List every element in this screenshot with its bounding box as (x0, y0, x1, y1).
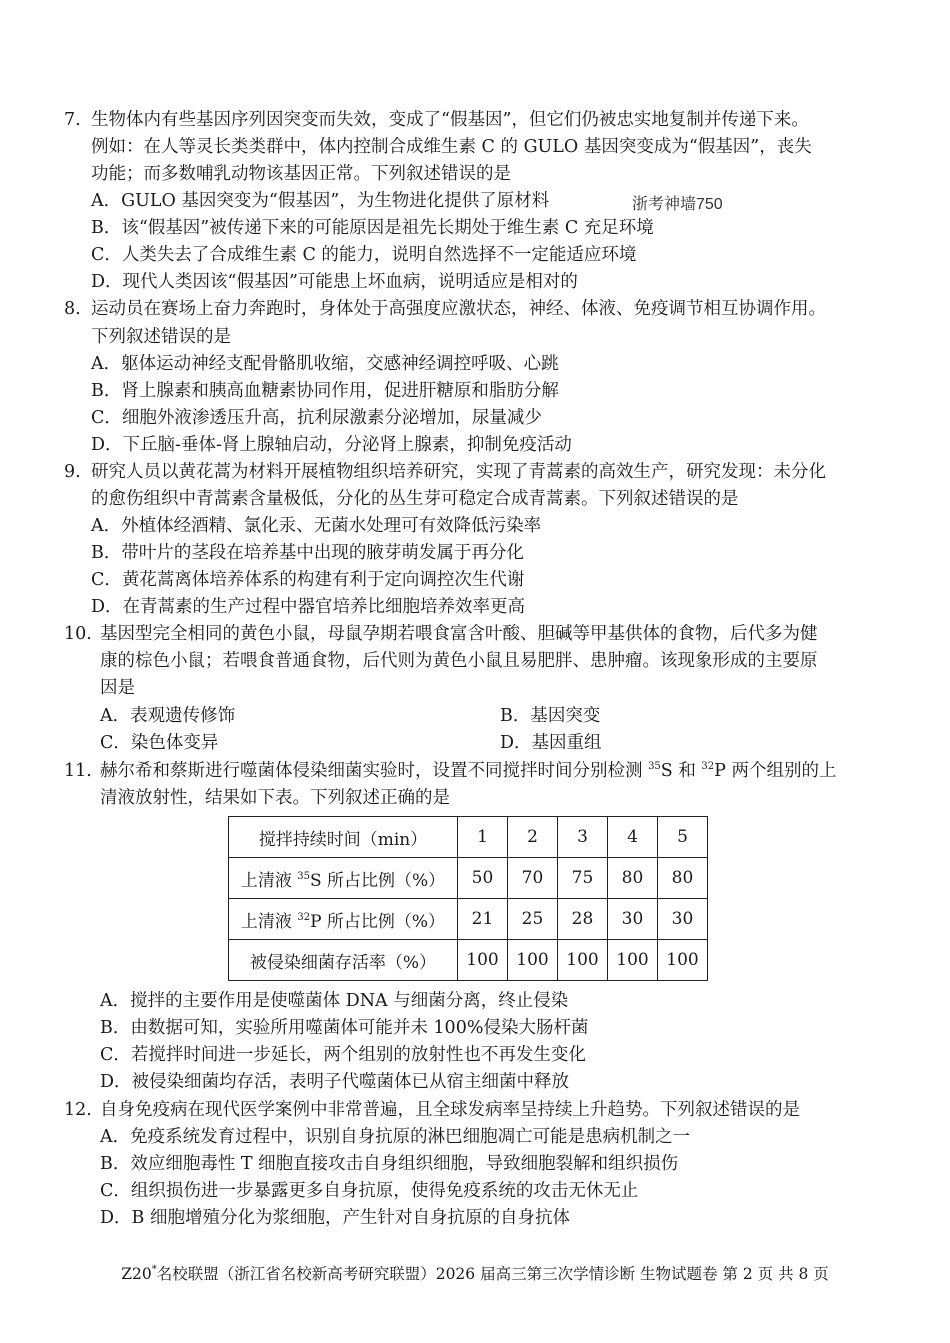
q9-number: 9. (64, 462, 81, 482)
table-cell: 100 (658, 940, 708, 981)
table-cell: 2 (508, 817, 558, 858)
table-row (229, 817, 708, 858)
table-header-cell: 上清液 $^{35}$S 所占比例（%） (229, 858, 458, 899)
q8-option-d: D．下丘脑-垂体-肾上腺轴启动，分泌肾上腺素，抑制免疫活动 (91, 435, 572, 455)
q9-option-c: C．黄花蒿离体培养体系的构建有利于定向调控次生代谢 (91, 570, 525, 590)
table-cell: 1 (458, 817, 508, 858)
table-cell: 75 (558, 858, 608, 899)
table-cell: 28 (558, 899, 608, 940)
q8-option-a: A．躯体运动神经支配骨骼肌收缩，交感神经调控呼吸、心跳 (91, 354, 559, 374)
table-row (229, 858, 708, 899)
table-cell: 70 (508, 858, 558, 899)
results-table (228, 816, 708, 981)
q9-option-d: D．在青蒿素的生产过程中器官培养比细胞培养效率更高 (91, 597, 526, 617)
q12-option-b: B．效应细胞毒性 T 细胞直接攻击自身组织细胞，导致细胞裂解和组织损伤 (100, 1154, 679, 1174)
table-cell: 4 (608, 817, 658, 858)
q7-option-b: B．该“假基因”被传递下来的可能原因是祖先长期处于维生素 C 充足环境 (91, 218, 654, 238)
q12-option-d: D．B 细胞增殖分化为浆细胞，产生针对自身抗原的自身抗体 (100, 1208, 570, 1228)
q7-option-a: A．GULO 基因突变为“假基因”，为生物进化提供了原材料 (91, 191, 550, 211)
table-cell: 30 (658, 899, 708, 940)
page-footer: Z20*名校联盟（浙江省名校新高考研究联盟）2026 届高三第三次学情诊断 生物试题卷 第 2 页 共 8 页 (121, 1264, 829, 1283)
table-header-cell: 搅拌持续时间（min） (229, 817, 458, 858)
table-header-cell: 被侵染细菌存活率（%） (229, 940, 458, 981)
q8-option-b: B．肾上腺素和胰高血糖素协同作用，促进肝糖原和脂肪分解 (91, 381, 559, 401)
q8-stem-line: 下列叙述错误的是 (91, 327, 231, 347)
q10-stem-line: 康的棕色小鼠；若喂食普通食物，后代则为黄色小鼠且易肥胖、患肿瘤。该现象形成的主要原 (100, 651, 818, 671)
q8-option-c: C．细胞外液渗透压升高，抗利尿激素分泌增加，尿量减少 (91, 408, 542, 428)
table-row (229, 940, 708, 981)
q8-stem-line: 运动员在赛场上奋力奔跑时，身体处于高强度应激状态，神经、体液、免疫调节相互协调作用。 (91, 299, 826, 319)
table-cell: 80 (608, 858, 658, 899)
q11-option-c: C．若搅拌时间进一步延长，两个组别的放射性也不再发生变化 (100, 1045, 586, 1065)
q7-number: 7. (64, 110, 81, 130)
q10-option-a: A．表观遗传修饰 (100, 706, 236, 726)
table-cell: 80 (658, 858, 708, 899)
q10-stem-line: 基因型完全相同的黄色小鼠，母鼠孕期若喂食富含叶酸、胆碱等甲基供体的食物，后代多为健 (100, 624, 818, 644)
q11-stem-line: 赫尔希和蔡斯进行噬菌体侵染细菌实验时，设置不同搅拌时间分别检测 $^{35}$S 和 $^{32}$P 两个组别的上 (100, 761, 837, 781)
q12-option-c: C．组织损伤进一步暴露更多自身抗原，使得免疫系统的攻击无休无止 (100, 1181, 639, 1201)
q11-option-d: D．被侵染细菌均存活，表明子代噬菌体已从宿主细菌中释放 (100, 1072, 570, 1092)
q12-stem-line: 自身免疫病在现代医学案例中非常普遍，且全球发病率呈持续上升趋势。下列叙述错误的是 (100, 1100, 800, 1120)
table-cell: 30 (608, 899, 658, 940)
table-cell: 100 (458, 940, 508, 981)
q7-stem-line: 生物体内有些基因序列因突变而失效，变成了“假基因”，但它们仍被忠实地复制并传递下来。 (91, 110, 809, 130)
q11-number: 11. (64, 761, 92, 781)
q12-option-a: A．免疫系统发育过程中，识别自身抗原的淋巴细胞凋亡可能是患病机制之一 (100, 1127, 691, 1147)
table-cell: 100 (608, 940, 658, 981)
table-row (229, 899, 708, 940)
table-cell: 100 (558, 940, 608, 981)
table-cell: 21 (458, 899, 508, 940)
table-cell: 100 (508, 940, 558, 981)
q7-stem-line: 例如：在人等灵长类类群中，体内控制合成维生素 C 的 GULO 基因突变成为“假基因”，丧失 (91, 137, 812, 157)
q10-option-b: B．基因突变 (500, 706, 601, 726)
q11-stem-line: 清液放射性，结果如下表。下列叙述正确的是 (100, 788, 450, 808)
q7-option-d: D．现代人类因该“假基因”可能患上坏血病，说明适应是相对的 (91, 272, 578, 292)
q10-option-c: C．染色体变异 (100, 733, 219, 753)
q12-number: 12. (64, 1100, 92, 1120)
q9-stem-line: 研究人员以黄花蒿为材料开展植物组织培养研究，实现了青蒿素的高效生产，研究发现：未分化 (91, 462, 826, 482)
q7-option-c: C．人类失去了合成维生素 C 的能力，说明自然选择不一定能适应环境 (91, 245, 637, 265)
table-cell: 5 (658, 817, 708, 858)
watermark-text: 浙考神墙750 (632, 196, 723, 213)
table-cell: 25 (508, 899, 558, 940)
q10-number: 10. (64, 624, 92, 644)
q7-stem-line: 功能；而多数哺乳动物该基因正常。下列叙述错误的是 (91, 164, 511, 184)
q9-option-b: B．带叶片的茎段在培养基中出现的腋芽萌发属于再分化 (91, 543, 524, 563)
table-cell: 50 (458, 858, 508, 899)
q11-option-b: B．由数据可知，实验所用噬菌体可能并未 100%侵染大肠杆菌 (100, 1018, 589, 1038)
q9-stem-line: 的愈伤组织中青蒿素含量极低，分化的丛生芽可稳定合成青蒿素。下列叙述错误的是 (91, 489, 739, 509)
q9-option-a: A．外植体经酒精、氯化汞、无菌水处理可有效降低污染率 (91, 516, 542, 536)
q11-option-a: A．搅拌的主要作用是使噬菌体 DNA 与细菌分离，终止侵染 (100, 991, 569, 1011)
q10-option-d: D．基因重组 (500, 733, 602, 753)
q10-stem-line: 因是 (100, 678, 135, 698)
q8-number: 8. (64, 299, 81, 319)
table-header-cell: 上清液 $^{32}$P 所占比例（%） (229, 899, 458, 940)
table-cell: 3 (558, 817, 608, 858)
